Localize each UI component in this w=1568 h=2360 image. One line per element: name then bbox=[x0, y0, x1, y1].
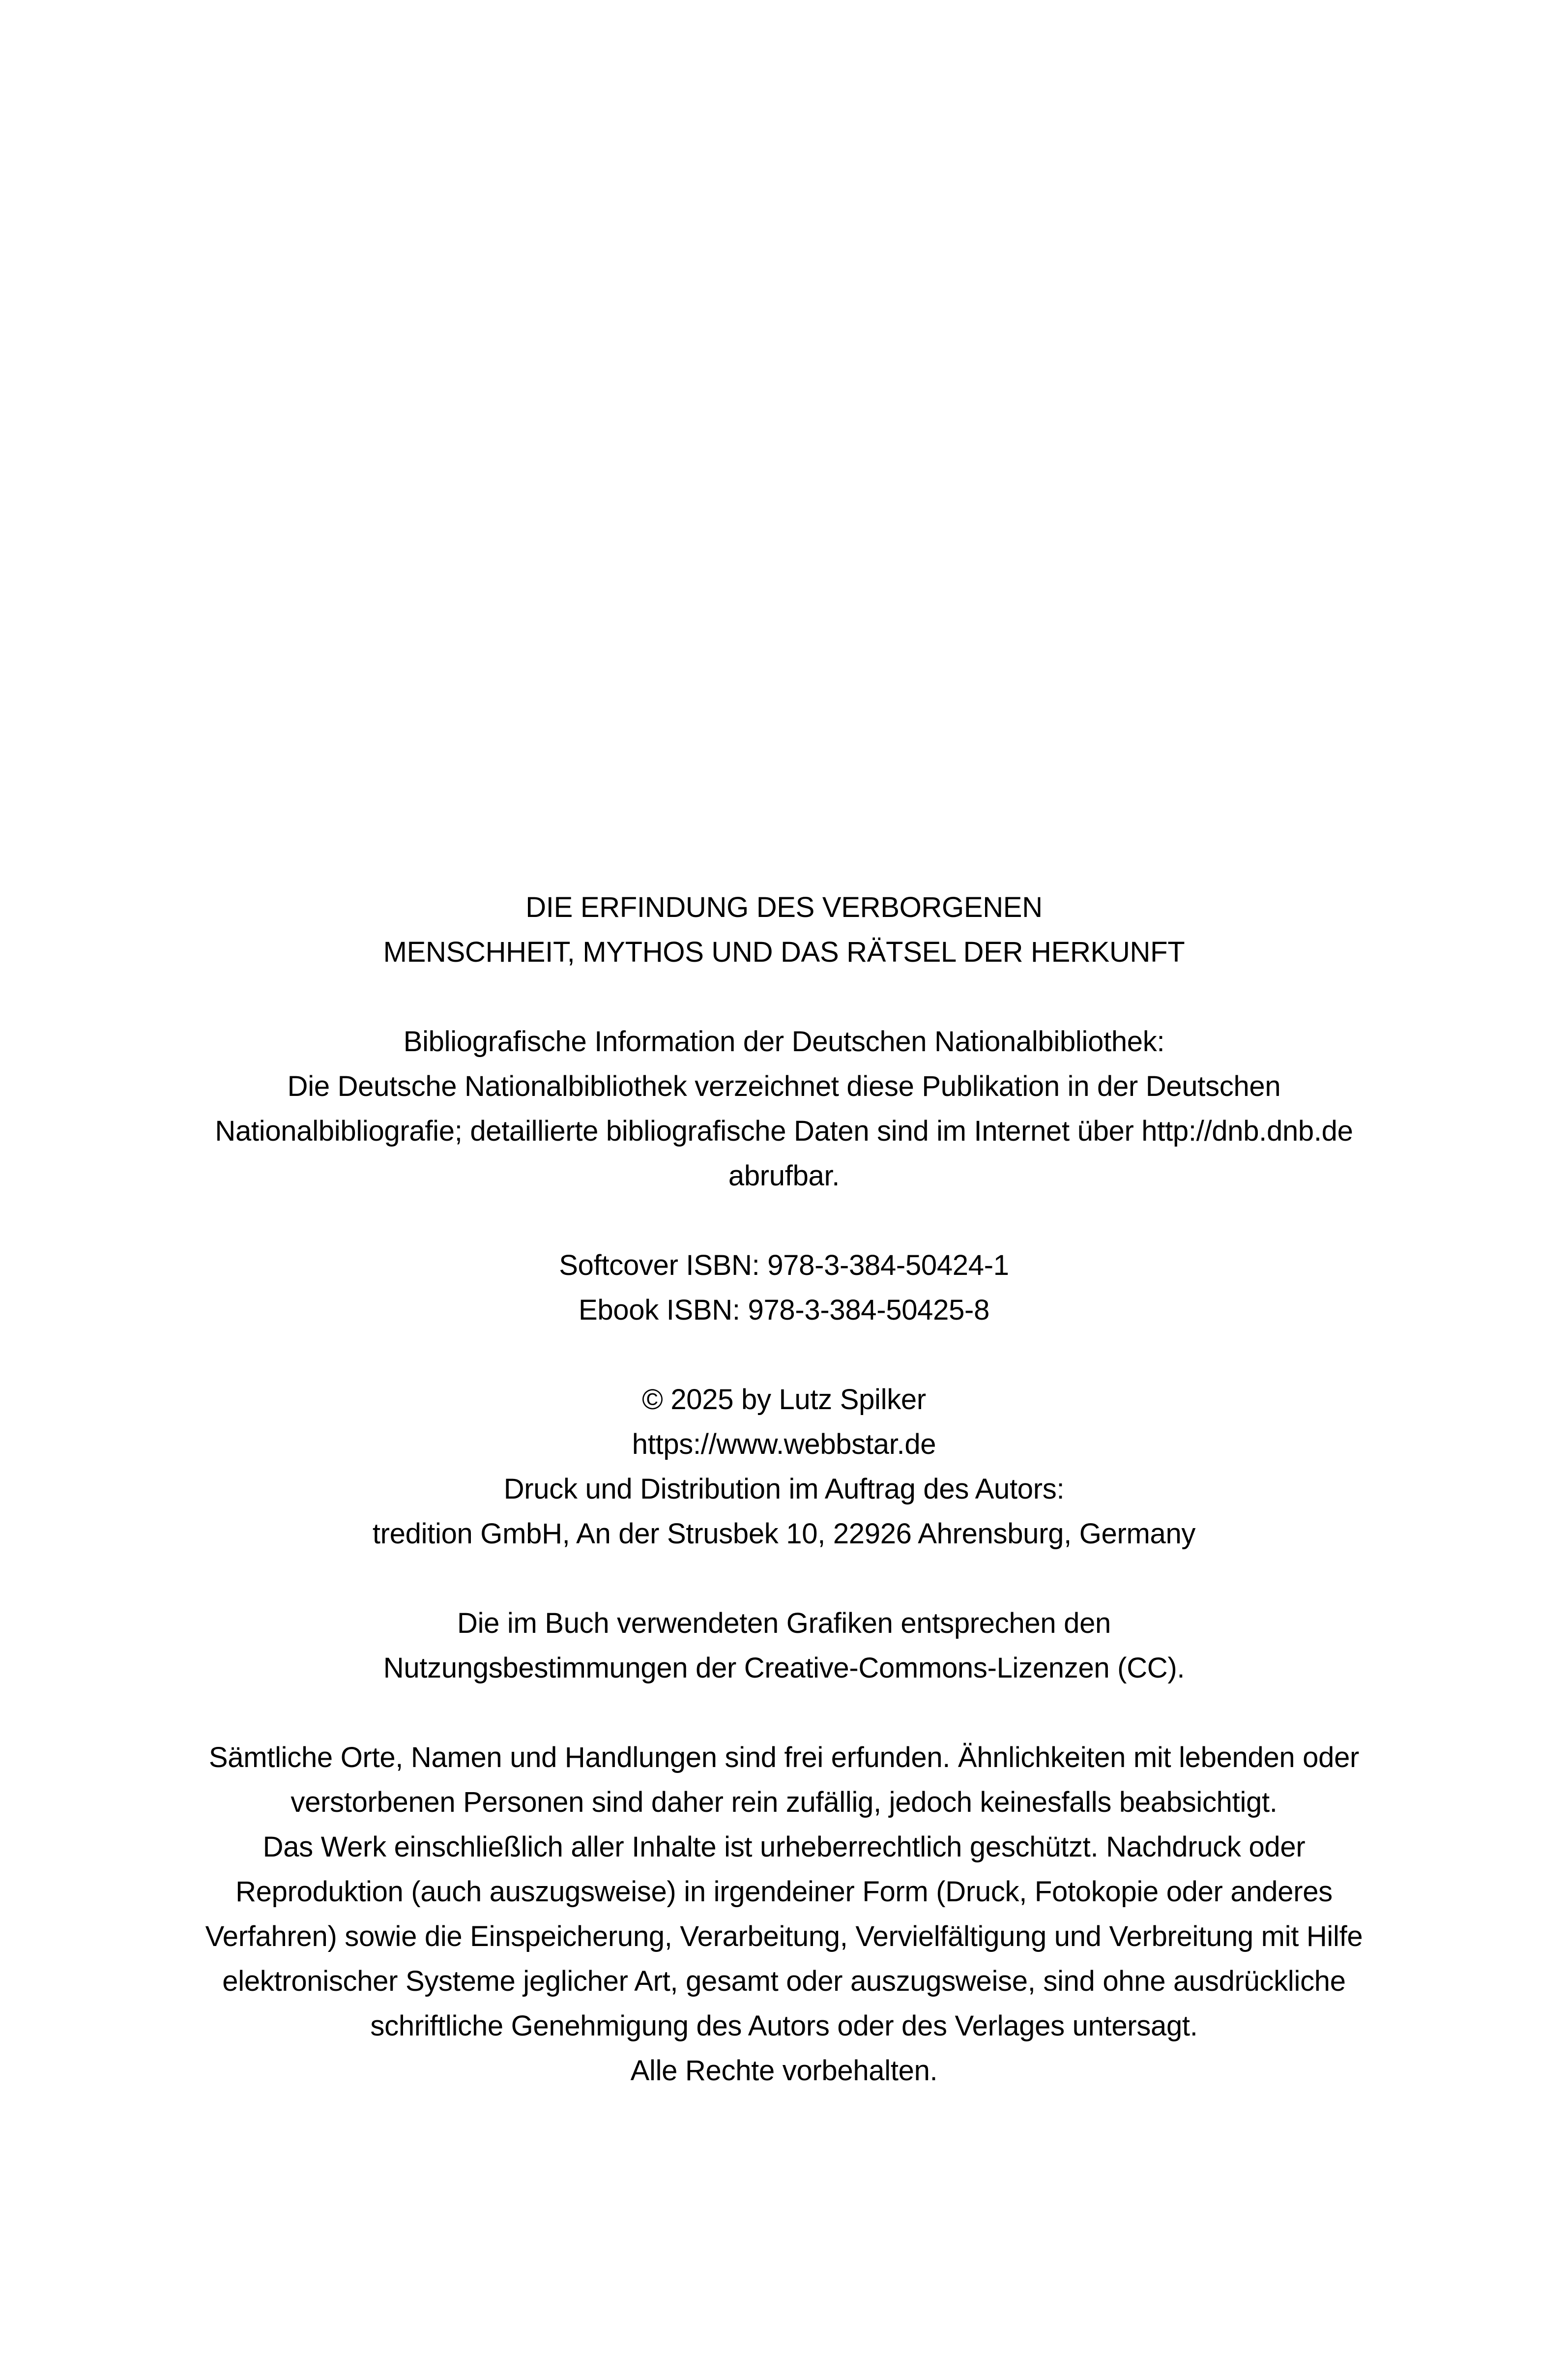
copyright-line: © 2025 by Lutz Spilker bbox=[642, 1384, 926, 1416]
legal-notice-line: Das Werk einschließlich aller Inhalte ist urheberrechtlich geschützt. Nachdruck oder bbox=[262, 1831, 1306, 1863]
bibliography-text-line: Nationalbibliografie; detaillierte bibliografische Daten sind im Internet über http://dnb.dnb.de bbox=[215, 1115, 1353, 1147]
imprint-text bbox=[0, 885, 1568, 2093]
legal-notice-line: Verfahren) sowie die Einspeicherung, Verarbeitung, Vervielfältigung und Verbreitung mit Hilfe bbox=[205, 1920, 1363, 1952]
graphics-notice bbox=[0, 1601, 1568, 1690]
spacer bbox=[0, 974, 1568, 1019]
isbn-block bbox=[0, 1243, 1568, 1332]
book-title-block bbox=[0, 885, 1568, 974]
legal-notice-line: Sämtliche Orte, Namen und Handlungen sind frei erfunden. Ähnlichkeiten mit lebenden oder bbox=[208, 1741, 1360, 1773]
graphics-notice-line: Nutzungsbestimmungen der Creative-Commons-Lizenzen (CC). bbox=[383, 1652, 1185, 1684]
rights-reserved: Alle Rechte vorbehalten. bbox=[630, 2055, 938, 2087]
author-website: https://www.webbstar.de bbox=[632, 1428, 936, 1460]
bibliography-text-line: abrufbar. bbox=[728, 1160, 840, 1192]
bibliography-heading: Bibliografische Information der Deutschen Nationalbibliothek: bbox=[403, 1026, 1165, 1058]
book-subtitle: MENSCHHEIT, MYTHOS UND DAS RÄTSEL DER HERKUNFT bbox=[383, 936, 1185, 968]
legal-notice-line: schriftliche Genehmigung des Autors oder des Verlages untersagt. bbox=[370, 2010, 1198, 2042]
legal-notice-line: elektronischer Systeme jeglicher Art, gesamt oder auszugsweise, sind ohne ausdrückliche bbox=[222, 1965, 1346, 1997]
ebook-isbn: Ebook ISBN: 978-3-384-50425-8 bbox=[578, 1294, 990, 1326]
legal-notice-line: verstorbenen Personen sind daher rein zufällig, jedoch keinesfalls beabsichtigt. bbox=[290, 1786, 1278, 1818]
bibliography-text-line: Die Deutsche Nationalbibliothek verzeichnet diese Publikation in der Deutschen bbox=[287, 1070, 1281, 1102]
distribution-line: Druck und Distribution im Auftrag des Autors: bbox=[503, 1473, 1065, 1505]
bibliography-notice bbox=[0, 1019, 1568, 1198]
publisher-block bbox=[0, 1377, 1568, 1556]
spacer bbox=[0, 1556, 1568, 1601]
spacer bbox=[0, 1198, 1568, 1243]
publisher-address: tredition GmbH, An der Strusbek 10, 22926 Ahrensburg, Germany bbox=[372, 1518, 1196, 1550]
spacer bbox=[0, 1332, 1568, 1377]
book-title: DIE ERFINDUNG DES VERBORGENEN bbox=[525, 891, 1043, 923]
legal-notice-line: Reproduktion (auch auszugsweise) in irgendeiner Form (Druck, Fotokopie oder anderes bbox=[235, 1876, 1333, 1908]
softcover-isbn: Softcover ISBN: 978-3-384-50424-1 bbox=[559, 1249, 1009, 1281]
legal-notice bbox=[0, 1735, 1568, 2093]
spacer bbox=[0, 1690, 1568, 1735]
graphics-notice-line: Die im Buch verwendeten Grafiken entsprechen den bbox=[457, 1607, 1111, 1639]
